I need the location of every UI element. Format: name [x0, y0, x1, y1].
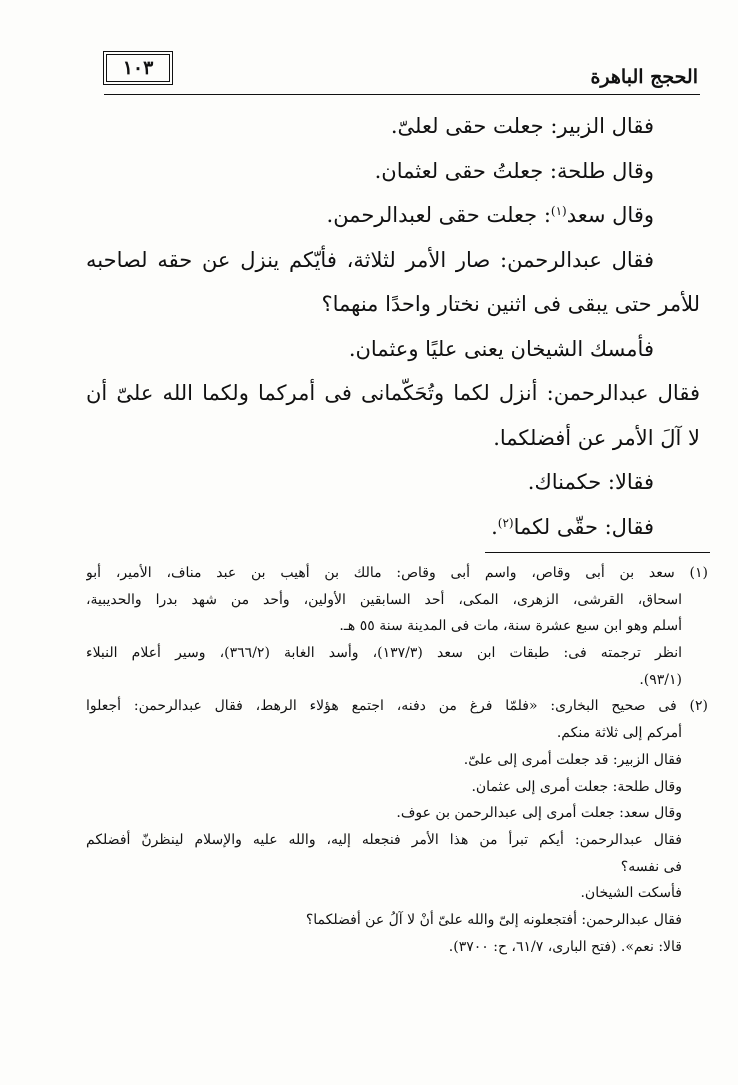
footnote-2-line-4: وقال طلحة: جعلت أمرى إلى عثمان.: [471, 778, 682, 795]
main-line-10-end: .: [491, 514, 498, 539]
footnote-2-line-9: فقال عبدالرحمن: أفتجعلونه إلىّ والله علىّ أنْ لا آلُ عن أفضلكما؟: [305, 911, 682, 928]
footnote-2-line-10: قالا: نعم». (فتح البارى، ٦١/٧، ح: ٣٧٠٠).: [448, 938, 682, 955]
main-line-3: [86, 193, 700, 238]
main-line-3-start: وقال سعد: [566, 203, 654, 227]
main-line-6: فأمسك الشيخان يعنى عليًا وعثمان.: [348, 336, 654, 361]
footnote-1-line-4: انظر ترجمته فى: طبقات ابن سعد (١٣٧/٣)، وأسد الغابة (٣٦٦/٢)، وسير أعلام النبلاء: [86, 645, 682, 662]
main-line-10-text: فقال: حقّى لكما: [513, 514, 654, 539]
footnote-2-line-2: أمركم إلى ثلاثة منكم.: [556, 725, 682, 742]
main-line-9: فقالا: حكمناك.: [527, 470, 654, 494]
main-line-2: وقال طلحة: جعلتُ حقى لعثمان.: [374, 158, 654, 183]
footnote-2-line-3: فقال الزبير: قد جعلت أمرى إلى علىّ.: [463, 751, 682, 768]
footnotes: [86, 560, 708, 960]
footnote-2-line-7: فى نفسه؟: [620, 858, 682, 875]
page-number-text: ١٠٣: [122, 57, 154, 79]
main-line-5: للأمر حتى يبقى فى اثنين نختار واحدًا منهما؟: [321, 292, 700, 316]
footnote-1-line-1: (١) سعد بن أبى وقاص، واسم أبى وقاص: مالك بن أهيب بن عبد مناف، الأمير، أبو: [86, 565, 708, 581]
running-title: الحجج الباهرة: [590, 66, 698, 88]
footnote-2-line-5: وقال سعد: جعلت أمرى إلى عبدالرحمن بن عوف.: [396, 805, 682, 822]
footnote-2-line-1: (٢) فى صحيح البخارى: «فلمّا فرغ من دفنه، اجتمع هؤلاء الرهط، فقال عبدالرحمن: أجعلوا: [86, 698, 708, 715]
footnote-1-line-3: أسلم وهو ابن سبع عشرة سنة، مات فى المدينة سنة ٥٥ هـ.: [339, 618, 682, 635]
main-line-1: فقال الزبير: جعلت حقى لعلىّ.: [390, 114, 654, 138]
page-header: [104, 50, 700, 95]
main-line-7: فقال عبدالرحمن: أنزل لكما وتُحَكّمانى فى أمركما ولكما الله علىّ أن: [86, 381, 700, 405]
footnote-1-line-2: اسحاق، القرشى، الزهرى، المكى، أحد السابقين الأولين، وأحد من شهد بدرا والحديبية،: [86, 591, 682, 608]
main-line-10: [86, 505, 700, 550]
page-number: [106, 54, 170, 82]
footnote-separator: [485, 552, 710, 553]
main-line-4: فقال عبدالرحمن: صار الأمر لثلاثة، فأيّكم ينزل عن حقه لصاحبه: [86, 247, 654, 272]
main-text: [86, 104, 700, 549]
footnote-ref-1[interactable]: (١): [550, 204, 567, 218]
main-line-8: لا آلَ الأمر عن أفضلكما.: [493, 425, 700, 450]
main-line-3-rest: : جعلت حقى لعبدالرحمن.: [326, 203, 551, 227]
footnote-1-line-5: (٩٣/١).: [639, 671, 682, 688]
footnote-2-line-6: فقال عبدالرحمن: أيكم تبرأ من هذا الأمر فنجعله إليه، والله عليه والإسلام لينظرنّ أفضلكم: [86, 831, 682, 848]
footnote-2-line-8: فأسكت الشيخان.: [580, 885, 682, 902]
footnote-ref-2[interactable]: (٢): [497, 515, 514, 530]
